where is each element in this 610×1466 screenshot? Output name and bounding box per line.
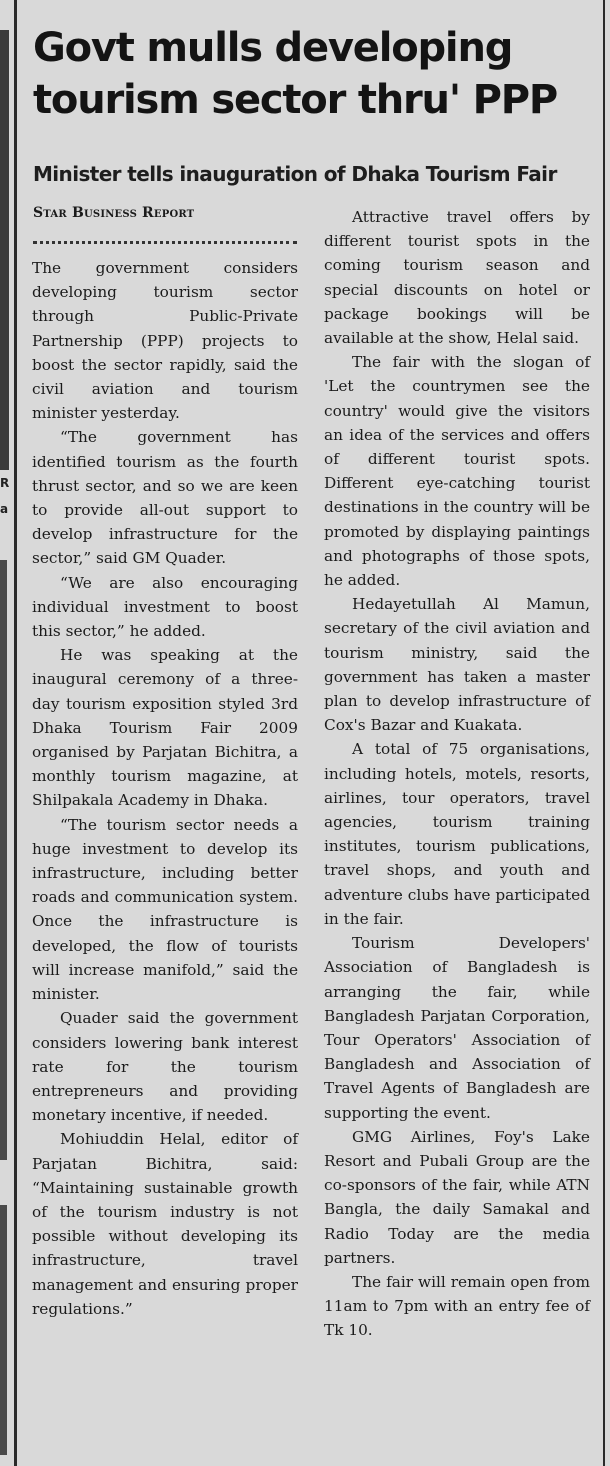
paragraph: Hedayetullah Al Mamun, secretary of the civil aviation and tourism ministry, said the government has taken a master plan to develop infrastructure of Cox's Bazar and Kuakata.: [324, 595, 590, 735]
paragraph: Attractive travel offers by different tourist spots in the coming tourism season and special discounts on hotel or package bookings will be available at the show, Helal said.: [324, 208, 590, 348]
headline-line: Govt mulls developing: [33, 25, 513, 71]
fragment-letter: a: [0, 502, 9, 516]
paragraph: He was speaking at the inaugural ceremony of a three-day tourism exposition styled 3rd Dhaka Tourism Fair 2009 organised by Parjatan Bichitra, a monthly tourism magazine, at Shilpakala Academy in Dhaka.: [32, 646, 298, 810]
subheadline: Minister tells inauguration of Dhaka Tourism Fair: [33, 162, 557, 186]
column-rule-left: [14, 0, 17, 1466]
headline-line: tourism sector thru' PPP: [33, 77, 557, 123]
paragraph: Tourism Developers' Association of Bangladesh is arranging the fair, while Bangladesh Parjatan Corporation, Tour Operators' Association of Bangladesh and Association of Travel Agents of Bangladesh are supporting the event.: [324, 934, 590, 1122]
adjacent-article-edge: [0, 30, 9, 470]
paragraph: Mohiuddin Helal, editor of Parjatan Bichitra, said: “Maintaining sustainable growth of the tourism industry is not possible without developing its infrastructure, travel management and ensuring proper regulations.”: [32, 1130, 298, 1318]
paragraph: The government considers developing tourism sector through Public-Private Partnership (PPP) projects to boost the sector rapidly, said the civil aviation and tourism minister yesterday.: [32, 259, 298, 423]
byline: Star Business Report: [33, 205, 195, 221]
column-rule-right: [603, 0, 605, 1466]
paragraph: “We are also encouraging individual investment to boost this sector,” he added.: [32, 573, 298, 641]
paragraph: “The government has identified tourism as the fourth thrust sector, and so we are keen to provide all-out support to develop infrastructure for the sector,” said GM Quader.: [32, 428, 298, 568]
paragraph: Quader said the government considers lowering bank interest rate for the tourism entrepreneurs and providing monetary incentive, if needed.: [32, 1009, 298, 1125]
article-column-right: [324, 205, 590, 1343]
paragraph: A total of 75 organisations, including hotels, motels, resorts, airlines, tour operators, travel agencies, tourism training institutes, tourism publications, travel shops, and youth and adventure clubs have participated in the fair.: [324, 740, 590, 928]
paragraph: “The tourism sector needs a huge investment to develop its infrastructure, including better roads and communication system. Once the infrastructure is developed, the flow of tourists will increase manifold,” said the minister.: [32, 815, 298, 1004]
paragraph: GMG Airlines, Foy's Lake Resort and Pubali Group are the co-sponsors of the fair, while ATN Bangla, the daily Samakal and Radio Today are the media partners.: [324, 1127, 590, 1267]
paragraph: The fair with the slogan of 'Let the countrymen see the country' would give the visitors an idea of the services and offers of different tourist spots. Different eye-catching tourist destinations in the country will be promoted by displaying paintings and photographs of those spots, he added.: [324, 353, 590, 590]
headline: [33, 22, 601, 126]
adjacent-article-edge: [0, 1205, 7, 1455]
byline-divider: [33, 241, 297, 244]
adjacent-article-fragment: [0, 470, 9, 522]
fragment-letter: R: [0, 476, 10, 490]
article-column-left: [32, 256, 298, 1321]
adjacent-article-edge: [0, 560, 7, 1160]
paragraph: The fair will remain open from 11am to 7pm with an entry fee of Tk 10.: [324, 1272, 590, 1340]
